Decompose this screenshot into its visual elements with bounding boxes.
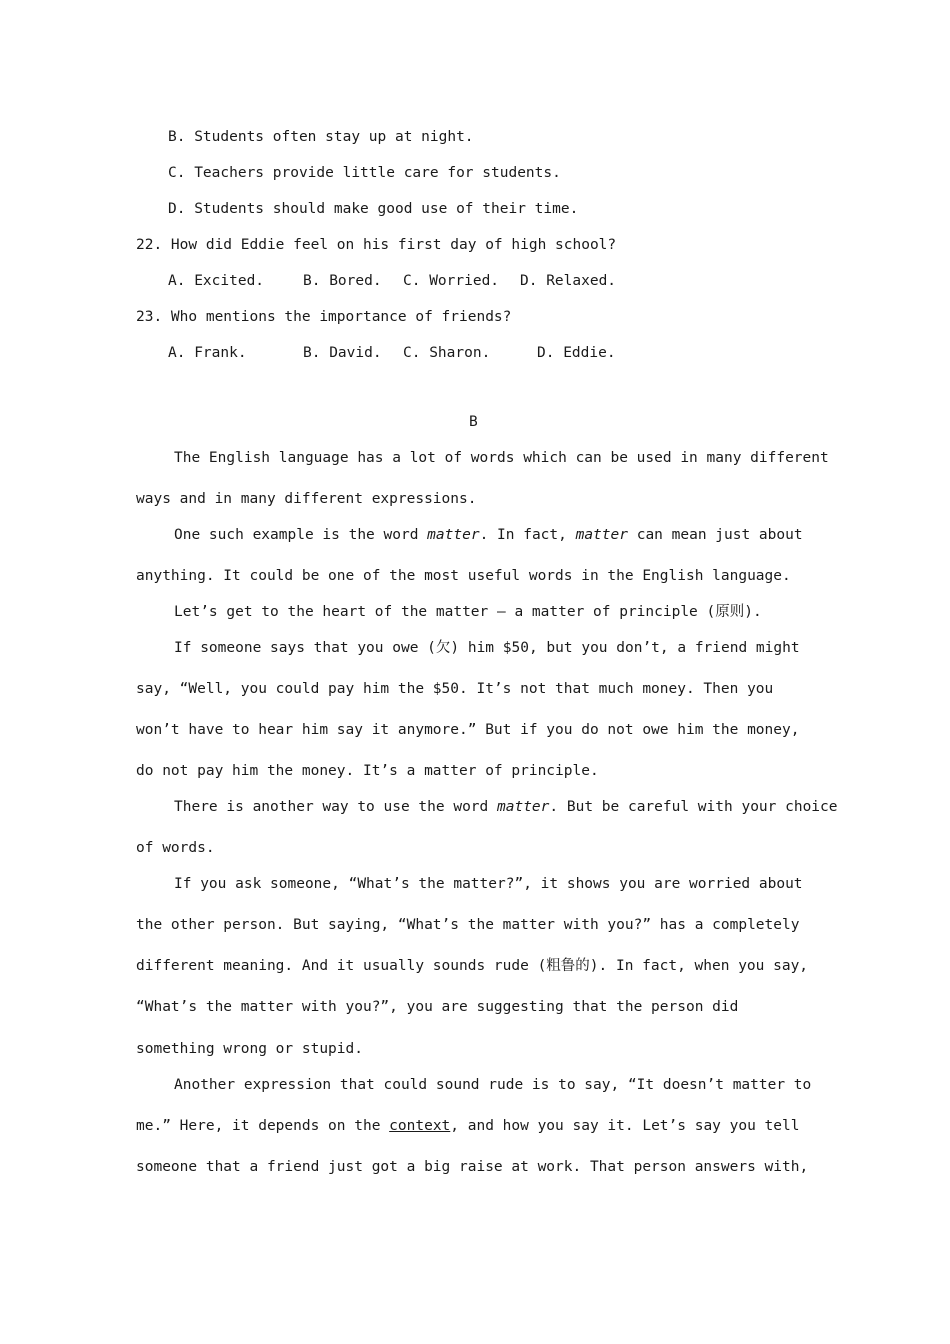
q23-option-d: D. Eddie. — [537, 345, 616, 361]
passage-line: the other person. But saying, “What’s the matter with you?” has a completely — [136, 917, 800, 933]
italic-word: matter — [575, 527, 628, 543]
q23-option-c: C. Sharon. — [403, 345, 491, 361]
passage-line: of words. — [136, 840, 215, 856]
text-segment: me.” Here, it depends on the — [136, 1118, 390, 1134]
q21-option-c: C. Teachers provide little care for students. — [168, 165, 561, 181]
italic-word: matter — [427, 527, 480, 543]
q23-option-b: B. David. — [303, 345, 382, 361]
q22-stem: 22. How did Eddie feel on his first day of high school? — [136, 237, 617, 253]
passage-line: If someone says that you owe (欠) him $50, but you don’t, a friend might — [174, 640, 800, 656]
q21-option-b: B. Students often stay up at night. — [168, 129, 474, 145]
text-segment: There is another way to use the word — [174, 799, 498, 815]
passage-line — [136, 1116, 799, 1136]
passage-heading: B — [469, 414, 478, 430]
passage-line: different meaning. And it usually sounds rude (粗鲁的). In fact, when you say, — [136, 958, 809, 974]
passage-line: “What’s the matter with you?”, you are suggesting that the person did — [136, 999, 739, 1015]
passage-line: someone that a friend just got a big raise at work. That person answers with, — [136, 1159, 809, 1175]
q22-option-b: B. Bored. — [303, 273, 382, 289]
passage-line: something wrong or stupid. — [136, 1041, 363, 1057]
text-segment: . In fact, — [479, 527, 576, 543]
text-segment: , and how you say it. Let’s say you tell — [450, 1118, 800, 1134]
text-segment: One such example is the word — [174, 527, 428, 543]
passage-line: anything. It could be one of the most useful words in the English language. — [136, 568, 791, 584]
q22-option-a: A. Excited. — [168, 273, 265, 289]
passage-line — [174, 525, 803, 545]
passage-line: Let’s get to the heart of the matter — a matter of principle (原则). — [174, 604, 762, 620]
passage-line: The English language has a lot of words which can be used in many different — [174, 450, 829, 466]
passage-line: If you ask someone, “What’s the matter?”, it shows you are worried about — [174, 876, 803, 892]
passage-line: won’t have to hear him say it anymore.” But if you do not owe him the money, — [136, 722, 800, 738]
underlined-word: context — [389, 1118, 451, 1134]
text-segment: can mean just about — [627, 527, 803, 543]
q23-option-a: A. Frank. — [168, 345, 247, 361]
q22-option-d: D. Relaxed. — [520, 273, 617, 289]
passage-line: do not pay him the money. It’s a matter of principle. — [136, 763, 599, 779]
italic-word: matter — [497, 799, 550, 815]
text-segment: . But be careful with your choice — [549, 799, 838, 815]
passage-line: Another expression that could sound rude is to say, “It doesn’t matter to — [174, 1077, 812, 1093]
q21-option-d: D. Students should make good use of their time. — [168, 201, 579, 217]
passage-line: ways and in many different expressions. — [136, 491, 477, 507]
q22-option-c: C. Worried. — [403, 273, 500, 289]
q23-stem: 23. Who mentions the importance of friends? — [136, 309, 512, 325]
passage-line — [174, 797, 838, 817]
passage-line: say, “Well, you could pay him the $50. It’s not that much money. Then you — [136, 681, 774, 697]
